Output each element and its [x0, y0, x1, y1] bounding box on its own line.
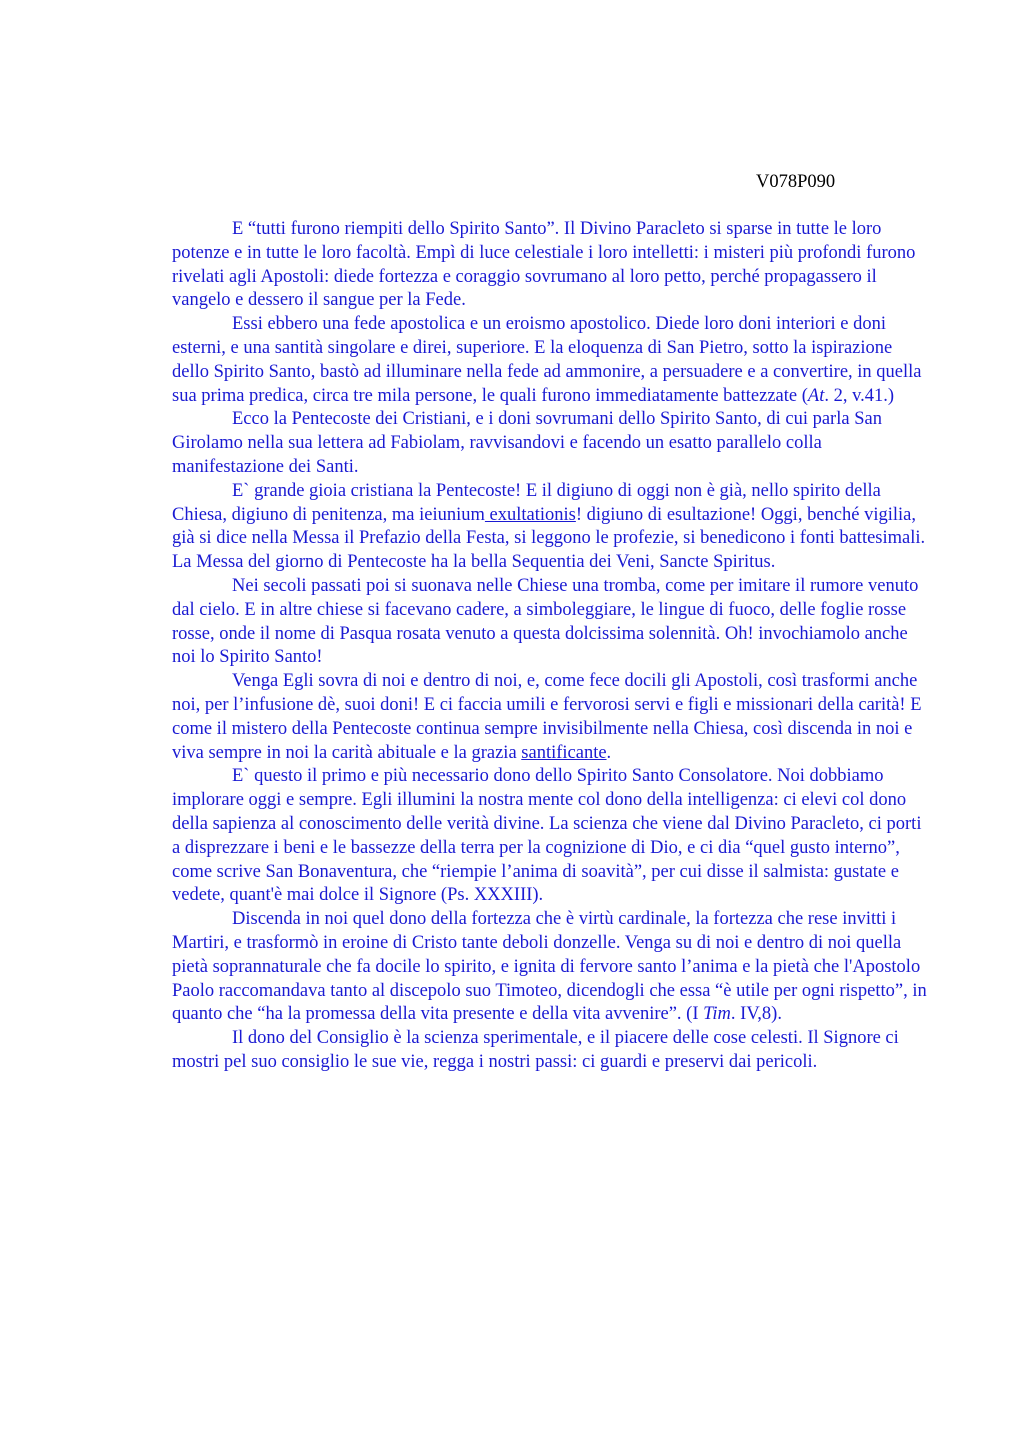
underlined-exultationis: exultationis — [484, 504, 576, 525]
paragraph-9: Il dono del Consiglio è la scienza sperimentale, e il piacere delle cose celesti. Il Signore ci mostri pel suo consiglio le sue vie, regga i nostri passi: ci guardi e preservi dai pericoli. — [172, 1028, 899, 1072]
paragraph-8-text: Discenda in noi quel dono della fortezza che è virtù cardinale, la fortezza che rese invitti i Martiri, e trasformò in eroine di Cristo tante deboli donzelle. Venga su di noi e dentro di noi quella pietà soprannaturale che fa docile lo spirito, e ignita di fervore santo l’anima e la pietà che l'Apostolo Paolo raccomandava tanto al discepolo suo Timoteo, dicendogli che essa “è utile per ogni rispetto”, in quanto che “ha la promessa della vita presente e della vita avvenire”. (I — [172, 909, 927, 1025]
timothy-reference: Tim — [703, 1004, 731, 1025]
underlined-santificante: santificante — [521, 742, 607, 763]
acts-reference: At — [807, 385, 825, 406]
paragraph-1: E “tutti furono riempiti dello Spirito Santo”. Il Divino Paracleto si sparse in tutte le loro potenze e in tutte le loro facoltà. Empì di luce celestiale i loro intelletti: i misteri più profondi furono rivelati agli Apostoli: diede fortezza e coraggio sovrumano al loro petto, perché propagassero il vangelo e dessero il sangue per la Fede. — [172, 219, 916, 311]
paragraph-3: Ecco la Pentecoste dei Cristiani, e i doni sovrumani dello Spirito Santo, di cui parla San Girolamo nella sua lettera ad Fabiolam, ravvisandovi e facendo un esatto parallelo colla manifestazione dei Santi. — [172, 409, 882, 477]
paragraph-4-text: E` grande gioia cristiana la Pentecoste! E il digiuno di oggi non è già, nello spirito della Chiesa, digiuno di penitenza, ma ieiunium — [172, 480, 881, 525]
page-code: V078P090 — [756, 172, 836, 192]
document-body — [172, 218, 932, 1075]
paragraph-4-tail: ! digiuno di esultazione! Oggi, benché vigilia, già si dice nella Messa il Prefazio della Festa, si leggono le profezie, si benedicono i fonti battesimali. La Messa del giorno di Pentecoste ha la bella Sequentia dei Veni, Sancte Spiritus. — [172, 504, 926, 573]
paragraph-2 — [172, 313, 932, 408]
paragraph-6-text: Venga Egli sovra di noi e dentro di noi, e, come fece docili gli Apostoli, così trasformi anche noi, per l’infusione dè, suoi doni! E ci faccia umili e fervorosi servi e figli e missionari della carità! E come il mistero della Pentecoste continua sempre invisibilmente nella Chiesa, così discenda in noi e viva sempre in noi la carità abituale e la grazia — [172, 671, 922, 763]
paragraph-5: Nei secoli passati poi si suonava nelle Chiese una tromba, come per imitare il rumore venuto dal cielo. E in altre chiese si facevano cadere, a simboleggiare, le lingue di fuoco, delle foglie rosse rosse, onde il nome di Pasqua rosata venuto a questa dolcissima solennità. Oh! invochiamolo anche noi lo Spirito Santo! — [172, 575, 919, 668]
paragraph-8 — [172, 908, 932, 1027]
acts-reference-tail: . 2, v.41.) — [824, 385, 895, 406]
paragraph-6-tail: . — [606, 742, 612, 763]
paragraph-2-text: Essi ebbero una fede apostolica e un eroismo apostolico. Diede loro doni interiori e doni esterni, e una santità singolare e direi, superiore. E la eloquenza di San Pietro, sotto la ispirazione dello Spirito Santo, bastò ad illuminare nella fede ad ammonire, a persuadere e a convertire, in quella sua prima predica, circa tre mila persone, le quali furono immediatamente battezzate ( — [172, 314, 922, 406]
paragraph-4 — [172, 480, 932, 575]
paragraph-7: E` questo il primo e più necessario dono dello Spirito Santo Consolatore. Noi dobbiamo implorare oggi e sempre. Egli illumini la nostra mente col dono della intelligenza: ci elevi col dono della sapienza al conoscimento delle verità divine. La scienza che viene dal Divino Paracleto, ci porti a disprezzare i beni e le bassezze della terra per la cognizione di Dio, e ci dia “quel gusto interno”, come scrive San Bonaventura, che “riempie l’anima di soavità”, per cui disse il salmista: gustate e vedete, quant'è mai dolce il Signore (Ps. XXXIII). — [172, 766, 922, 906]
paragraph-6 — [172, 670, 932, 765]
timothy-reference-tail: . IV,8). — [730, 1004, 782, 1025]
